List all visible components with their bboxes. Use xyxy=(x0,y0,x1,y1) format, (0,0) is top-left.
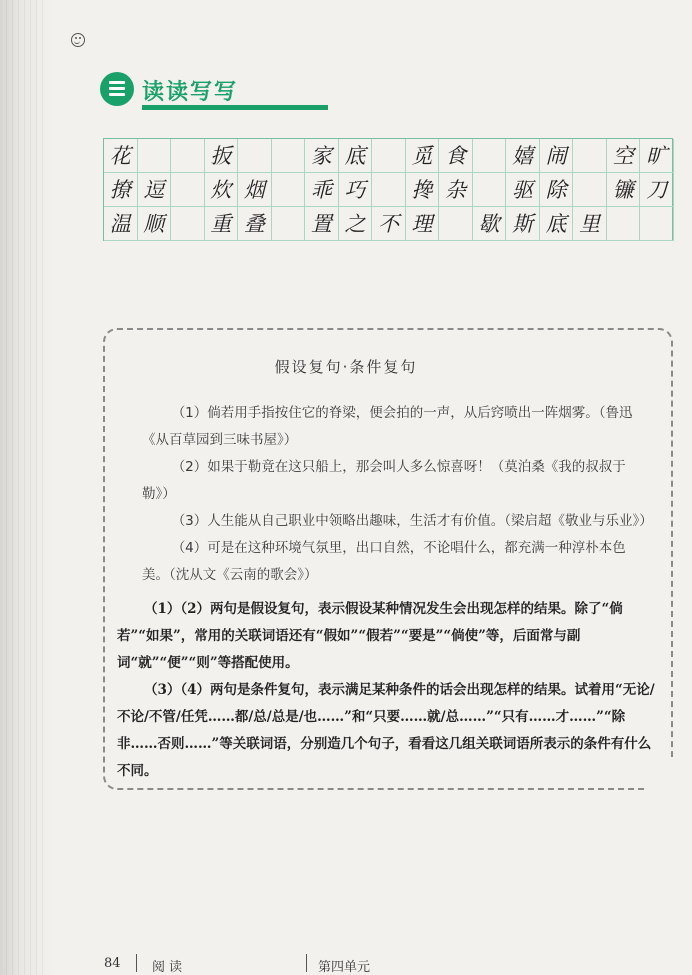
footer-part: 阅读 xyxy=(152,960,187,975)
grid-cell: 巧 xyxy=(339,173,373,207)
page-stack-lines xyxy=(6,0,46,975)
grid-cell: 除 xyxy=(540,173,574,207)
grid-cell xyxy=(171,139,205,173)
grid-cell: 置 xyxy=(305,207,339,241)
grid-cell: 旷 xyxy=(640,139,674,173)
grid-cell: 斯 xyxy=(506,207,540,241)
grid-cell: 顺 xyxy=(138,207,172,241)
page-footer xyxy=(0,948,692,975)
grid-cell: 搀 xyxy=(406,173,440,207)
grid-cell: 乖 xyxy=(305,173,339,207)
section-title: 读读写写 xyxy=(142,80,239,105)
smiley-icon xyxy=(71,33,85,47)
grid-cell: 重 xyxy=(205,207,239,241)
grid-cell: 里 xyxy=(573,207,607,241)
grid-cell xyxy=(573,139,607,173)
grid-cell: 炊 xyxy=(205,173,239,207)
grid-row xyxy=(104,207,672,241)
grid-row xyxy=(104,139,672,173)
grid-cell xyxy=(640,207,674,241)
example-2: （2）如果于勒竟在这只船上，那会叫人多么惊喜呀！（莫泊桑《我的叔叔于勒》） xyxy=(142,459,626,502)
word-grid xyxy=(103,138,673,241)
grid-cell xyxy=(607,207,641,241)
grid-cell: 理 xyxy=(406,207,440,241)
grid-cell: 逗 xyxy=(138,173,172,207)
grid-cell xyxy=(272,173,306,207)
grid-cell xyxy=(573,173,607,207)
example-1: （1）倘若用手指按住它的脊梁，便会拍的一声，从后窍喷出一阵烟雾。（鲁迅《从百草园到三味书屋》） xyxy=(142,405,633,448)
grid-cell: 扳 xyxy=(205,139,239,173)
grid-cell: 底 xyxy=(339,139,373,173)
grid-cell: 家 xyxy=(305,139,339,173)
grid-cell: 空 xyxy=(607,139,641,173)
grid-cell xyxy=(272,139,306,173)
grid-cell: 撩 xyxy=(104,173,138,207)
explanation-2: （3）（4）两句是条件复句，表示满足某种条件的话会出现怎样的结果。试着用“无论/不论/不管/任凭……都/总/总是/也……”和“只要……就/总……”“只有……才……”“除非……否则……”等关联词语，分别造几个句子，看看这几组关联词语所表示的条件有什么不同。 xyxy=(117,682,655,779)
grid-cell: 镰 xyxy=(607,173,641,207)
grid-cell: 闹 xyxy=(540,139,574,173)
grid-cell xyxy=(473,173,507,207)
footer-divider xyxy=(306,954,307,972)
grid-cell xyxy=(171,173,205,207)
grid-cell: 之 xyxy=(339,207,373,241)
grid-row xyxy=(104,173,672,207)
grid-cell xyxy=(439,207,473,241)
three-bars-icon xyxy=(100,72,134,106)
grid-cell xyxy=(171,207,205,241)
footer-divider xyxy=(136,954,137,972)
grid-cell: 嬉 xyxy=(506,139,540,173)
explanation-block xyxy=(117,596,663,785)
grid-cell: 花 xyxy=(104,139,138,173)
grid-cell: 杂 xyxy=(439,173,473,207)
grid-cell: 温 xyxy=(104,207,138,241)
grid-cell xyxy=(372,139,406,173)
grid-cell: 烟 xyxy=(238,173,272,207)
grid-cell xyxy=(272,207,306,241)
grid-cell xyxy=(238,139,272,173)
grid-cell: 底 xyxy=(540,207,574,241)
footer-unit: 第四单元 xyxy=(318,960,371,975)
grid-cell: 驱 xyxy=(506,173,540,207)
example-block xyxy=(142,400,652,589)
section-underline xyxy=(142,105,328,110)
grid-cell xyxy=(372,173,406,207)
box-title: 假设复句·条件复句 xyxy=(274,358,418,376)
grid-cell: 叠 xyxy=(238,207,272,241)
explanation-1: （1）（2）两句是假设复句，表示假设某种情况发生会出现怎样的结果。除了“倘若”“如果”，常用的关联词语还有“假如”“假若”“要是”“倘使”等，后面常与副词“就”“便”“则”等搭配使用。 xyxy=(117,601,623,671)
example-3: （3）人生能从自己职业中领略出趣味，生活才有价值。（梁启超《敬业与乐业》） xyxy=(171,513,653,529)
grid-cell: 觅 xyxy=(406,139,440,173)
page-number: 84 xyxy=(104,956,121,971)
grid-cell: 不 xyxy=(372,207,406,241)
grid-cell xyxy=(138,139,172,173)
example-4: （4）可是在这种环境气氛里，出口自然，不论唱什么，都充满一种淳朴本色美。（沈从文《云南的歌会》） xyxy=(142,540,626,583)
grid-cell: 歇 xyxy=(473,207,507,241)
grid-cell: 食 xyxy=(439,139,473,173)
grid-cell: 刀 xyxy=(640,173,674,207)
grid-cell xyxy=(473,139,507,173)
